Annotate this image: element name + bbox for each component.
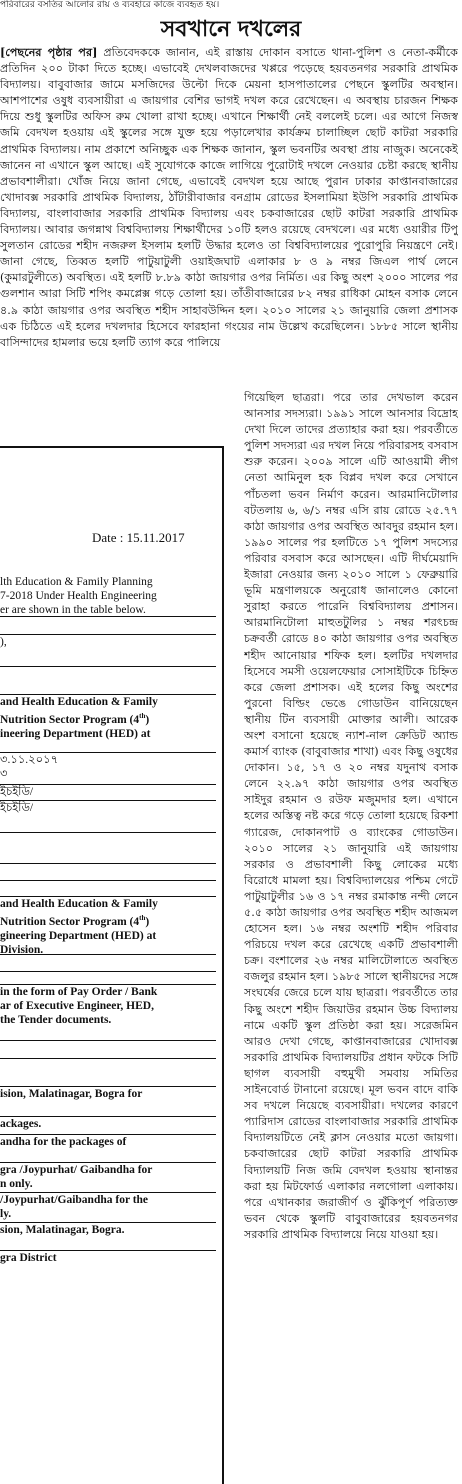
tender-row-line [0, 1059, 216, 1073]
article-right-text: গিয়েছিল ছাত্ররা। পরে তার দেখভাল করেন আনসার সদস্যরা। ১৯৯১ সালে আনসার বিদ্রোহ দেখা দিলে তাদের প্রত্যাহার করা হয়। পরবর্তীতে পুলিশ সদস্যরা এর দখল নিয়ে পরিবারসহ বসবাস শুরু করেন। ২০০৯ সালে এটি আওয়ামী লীগ নেতা আমিনুল হক বিপ্লব দখল করে সেখানে পাঁচতলা ভবন নির্মাণ করেন। আরমানিটোলার বটতলায় ৬, ৬/১ নম্বর এসি রায় রোডে ২৫.৭৭ কাঠা জায়গার ওপর অবস্থিত আবদুর রহমান হল। ১৯৯০ সালের পর হলটিতে ১৭ পুলিশ সদস্যের পরিবার বসবাস করে আসছেন। এটি দীর্ঘমেয়াদি ইজারা নেওয়ার জন্য ২০১০ সালে ১ ফেব্রুয়ারি ভূমি মন্ত্রণালয়কে অনুরোধ জানালেও কোনো সুরাহা করতে পারেনি বিশ্ববিদ্যালয় প্রশাসন। আরমানিটোলা মাহুতটুলির ১ নম্বর শরৎচন্দ্র চক্রবর্তী রোডে ৪০ কাঠা জায়গার ওপর অবস্থিত শহীদ আনোয়ার শফিক হল। হলটির দখলদার হিসেবে সমসী ওয়েলফেয়ার সোসাইটিকে চিহ্নিত করে জেলা প্রশাসক। এই হলের কিছু অংশের পুরনো বিল্ডিং ভেঙে গোডাউন বানিয়েছেন স্থানীয় টিন ব্যবসায়ী মোক্তার আলী। আরেক অংশ বসানো হয়েছে ন্যাশ-নাল ক্রেডিট অ্যান্ড কমার্স ব্যাংক (বাবুবাজার শাখা) এবং কিছু ওষুধের দোকান। ১৫, ১৭ ও ২০ নম্বর যদুনাথ বসাক লেনে ২২.৯৭ কাঠা জায়গার ওপর অবস্থিত সাইদুর রহমান ও রউফ মজুমদার হল। এখানে হলের অস্তিত্ব নষ্ট করে গড়ে তোলা হয়েছে রিকশা গ্যারেজ, দোকানপাট ও ব্যাংকের গোডাউন। ২০১০ সালের ২১ জানুয়ারি এই জায়গায় সরকার ও প্রভাবশালী কিছু লোকের মধ্যে বিরোধে মামলা হয়। বিশ্ববিদ্যালয়ের পশ্চিম গেটে পাটুয়াটুলীর ১৬ ও ১৭ নম্বর রমাকান্ত নন্দী লেনে ৫.৫ কাঠা জায়গার ওপর অবস্থিত শহীদ আজমল হোসেন হল। ১৬ নম্বর অংশটি শহীদ পরিবার পরিচয়ে দখল করে রেখেছে একটি প্রভাবশালী চক্র। বংশালের ২৬ নম্বর মালিটোলাতে অবস্থিত বজলুর রহমান হল। ১৯৮৫ সালে স্থানীয়দের সঙ্গে সংঘর্ষের জেরে চলে যায় ছাত্ররা। পরবর্তীতে তার কিছু অংশে শহীদ জিয়াউর রহমান উচ্চ বিদ্যালয় নামে একটি স্কুল প্রতিষ্ঠা করা হয়। সরেজমিন আরও দেখা গেছে, কাপ্তানবাজারের খোদাবক্স সরকারি প্রাথমিক বিদ্যালয়টির প্রধান ফটকে সিটি ছাগল ব্যবসায়ী বহুমুখী সমবায় সমিতির সাইনবোর্ড টানানো রয়েছে। মূল ভবন বাদে বাকি সব দখলে নিয়েছে ব্যবসায়ীরা। দখলের কারণে প্যারিদাস রোডের বাংলাবাজার সরকারি প্রাথমিক বিদ্যালয়টিতে নেই ক্লাস নেওয়ার মতো জায়গা। চকবাজারের ছোট কাটরা সরকারি প্রাথমিক বিদ্যালয়টি নিজ জমি বেদখল হওয়ায় স্থানান্তর করা হয় মিটফোর্ড এলাকার নলগোলা এলাকায়। পরে এখানকার জরাজীর্ণ ও ঝুঁকিপূর্ণ পরিত্যক্ত ভবন থেকে স্কুলটি বাবুবাজারের হয়বতনগর সরকারি প্রাথমিক বিদ্যালয়ে নিয়ে যাওয়া হয়। [244, 391, 458, 1241]
tender-table-row [0, 1192, 216, 1221]
tender-table-row [0, 800, 216, 829]
tender-row-sup: th [139, 712, 146, 720]
tender-row-sup: th [139, 914, 146, 922]
tender-table-row [0, 832, 216, 847]
tender-table-row [0, 616, 216, 631]
tender-row-line: ইচইডি/ [0, 786, 34, 798]
tender-row-line [0, 617, 216, 631]
tender-row-line [0, 667, 216, 681]
tender-row-line: ackages. [0, 1118, 42, 1130]
tender-row-line: Division. [0, 943, 44, 956]
article-right-column [244, 390, 458, 1482]
tender-table-row [0, 1086, 216, 1115]
tender-row-line: Nutrition Sector Program (4th) [0, 914, 150, 928]
tender-row-line: gineering Department (HED) at [0, 929, 157, 942]
article-top-block [0, 44, 458, 390]
article-headline: সবখানে দখলের [160, 16, 302, 42]
tender-intro-line: 7-2018 Under Health Engineering [0, 590, 157, 602]
tender-row-line: andha for the packages of [0, 1136, 127, 1148]
top-strip-text: পরিবারের বসতির আলোর রায় ও ব্যবহারে কাজে ব্যবহৃত হয়। [0, 0, 220, 10]
tender-row-line [0, 955, 216, 969]
tender-row-line: ly. [0, 1208, 12, 1220]
tender-row-line: ineering Department (HED) at [0, 727, 151, 740]
tender-row-line: ইচইডি/ [0, 802, 34, 814]
tender-intro-line: er are shown in the table below. [0, 604, 146, 616]
tender-table-row [0, 896, 216, 957]
article-top-text: প্রতিবেদককে জানান, এই রাস্তায় দোকান বসাতে থানা-পুলিশ ও নেতা-কর্মীকে প্রতিদিন ২০০ টাকা দিতে হচ্ছে। এভাবেই দেখলবাজদের খপ্পরে পড়েছে হয়বতনগর সরকারি প্রাথমিক বিদ্যালয়। বাবুবাজার জামে মসজিদের উল্টো দিকে মেয়না হাসপাতালের পেছনে স্কুলটির অবস্থান। আশপাশের ওষুধ ব্যবসায়ীরা এ জায়গার বেশির ভাগই দখল করে রেখেছেন। এ অবস্থায় চারজন শিক্ষক দিয়ে শুধু স্কুলটির অফিস রুম খোলা রাখা হচ্ছে। এখানে শিক্ষার্থী নেই বললেই চলে। এর আগে নিজস্ব জমি বেদখল হওয়ায় এই স্কুলের সঙ্গে যুক্ত হয়ে পড়ালেখার কার্যক্রম চালাচ্ছিল ছোট কাটরা সরকারি প্রাথমিক বিদ্যালয়। নাম প্রকাশে অনিচ্ছুক এক শিক্ষক জানান, স্কুল ভবনটির অবস্থা প্রায় নাজুক। অনেকেই জানেন না এখানে স্কুল আছে। এই সুযোগকে কাজে লাগিয়ে পুরোটাই দখলে নেওয়ার চেষ্টা করছে স্থানীয় প্রভাবশালীরা। খোঁজ নিয়ে জানা গেছে, এভাবেই বেদখল হয়ে আছে পুরান ঢাকার কাপ্তানবাজারের খোদাবক্স সরকারি প্রাথমিক বিদ্যালয়, ঠাঁটারীবাজার বনগ্রাম রোডের ইসলামিয়া ইউপি সরকারি প্রাথমিক বিদ্যালয়, বাংলাবাজার সরকারি প্রাথমিক বিদ্যালয় এবং চকবাজারের ছোট কাটরা সরকারি প্রাথমিক বিদ্যালয়। আবার জগন্নাথ বিশ্ববিদ্যালয় শিক্ষার্থীদের ১০টি হলও রয়েছে বেদখলে। এর মধ্যে ওয়ারীর টিপু সুলতান রোডের শহীদ নজরুল ইসলাম হলটি উদ্ধার হলেও তা বিশ্ববিদ্যালয়ের পুরোপুরি নিয়ন্ত্রণে নেই। জানা গেছে, তিব্বত হলটি পাটুয়াটুলী ওয়াইজঘাট এলাকার ৮ ও ৯ নম্বর জিএল পার্থ লেনে (কুমারটুলীতে) অবস্থিত। এই হলটি ৮.৮৯ কাঠা জায়গার ওপর নির্মিত। এর কিছু অংশ ২০০০ সালের পর গুলশান আরা সিটি শপিং কমপ্লেক্স গড়ে তোলা হয়। তাঁতীবাজারের ৮২ নম্বর রাধিকা মোহন বসাক লেনে ৪.৯ কাঠা জায়গার ওপর অবস্থিত শহীদ সাহাবউদ্দিন হল। ২০১০ সালের ২১ জানুয়ারি জেলা প্রশাসক এক চিঠিতে এই হলের দখলদার হিসেবে ফারহানা গংয়ের নাম উল্লেখ করেছিলেন। ১৮৮৫ সালে স্থানীয় বাসিন্দাদের হামলার ভয়ে হলটি ত্যাগ করে পালিয়ে [0, 46, 458, 349]
tender-table-row [0, 1134, 216, 1149]
tender-table-row [0, 1058, 216, 1073]
article-paragraph [0, 44, 458, 351]
tender-row-line [0, 881, 216, 895]
tender-row-line: sion, Malatinagar, Bogra. [0, 1224, 125, 1236]
tender-table-row [0, 694, 216, 741]
tender-row-line [0, 864, 216, 878]
tender-table-row [0, 880, 216, 895]
tender-row-line [0, 1101, 216, 1115]
tender-row-line: in the form of Pay Order / Bank [0, 986, 158, 998]
tender-row-line: gra District [0, 1252, 57, 1264]
tender-table-row [0, 954, 216, 969]
tender-row-line: ), [0, 636, 7, 648]
tender-notice [0, 446, 224, 1484]
tender-table-row [0, 863, 216, 878]
tender-intro-line: lth Education & Family Planning [0, 576, 153, 588]
tender-row-line [0, 1041, 216, 1055]
tender-table-row [0, 1040, 216, 1055]
tender-intro [0, 575, 222, 617]
tender-table-row [0, 666, 216, 681]
tender-table-row [0, 784, 216, 799]
tender-row-line [0, 649, 216, 663]
tender-table-row [0, 634, 216, 663]
tender-row-line: /Joypurhat/Gaibandha for the [0, 1194, 149, 1206]
tender-table-row [0, 752, 216, 781]
tender-row-line: ৩.১১.২০১৭ [0, 754, 59, 766]
tender-row-line: ar of Executive Engineer, HED, [0, 1000, 154, 1012]
tender-row-line: and Health Education & Family [0, 898, 158, 910]
tender-row-line [0, 815, 216, 829]
tender-row-line: n only. [0, 1178, 33, 1190]
tender-table-row [0, 1250, 216, 1265]
tender-row-line: Nutrition Sector Program (4th) [0, 712, 150, 726]
article-kicker: [পেছনের পৃষ্ঠার পর] [0, 45, 98, 59]
tender-table-row [0, 1116, 216, 1131]
tender-table-row [0, 1222, 216, 1237]
tender-row-line: ৩ [0, 768, 8, 780]
tender-row-line: the Tender documents. [0, 1014, 112, 1026]
tender-row-line: and Health Education & Family [0, 696, 158, 708]
tender-row-line: gra /Joypurhat/ Gaibandha for [0, 1164, 153, 1176]
tender-table-row [0, 1162, 216, 1191]
tender-row-line [0, 833, 216, 847]
tender-table-row [0, 984, 216, 1027]
tender-date: Date : 15.11.2017 [92, 530, 185, 545]
tender-row-line: ision, Malatinagar, Bogra for [0, 1088, 143, 1100]
